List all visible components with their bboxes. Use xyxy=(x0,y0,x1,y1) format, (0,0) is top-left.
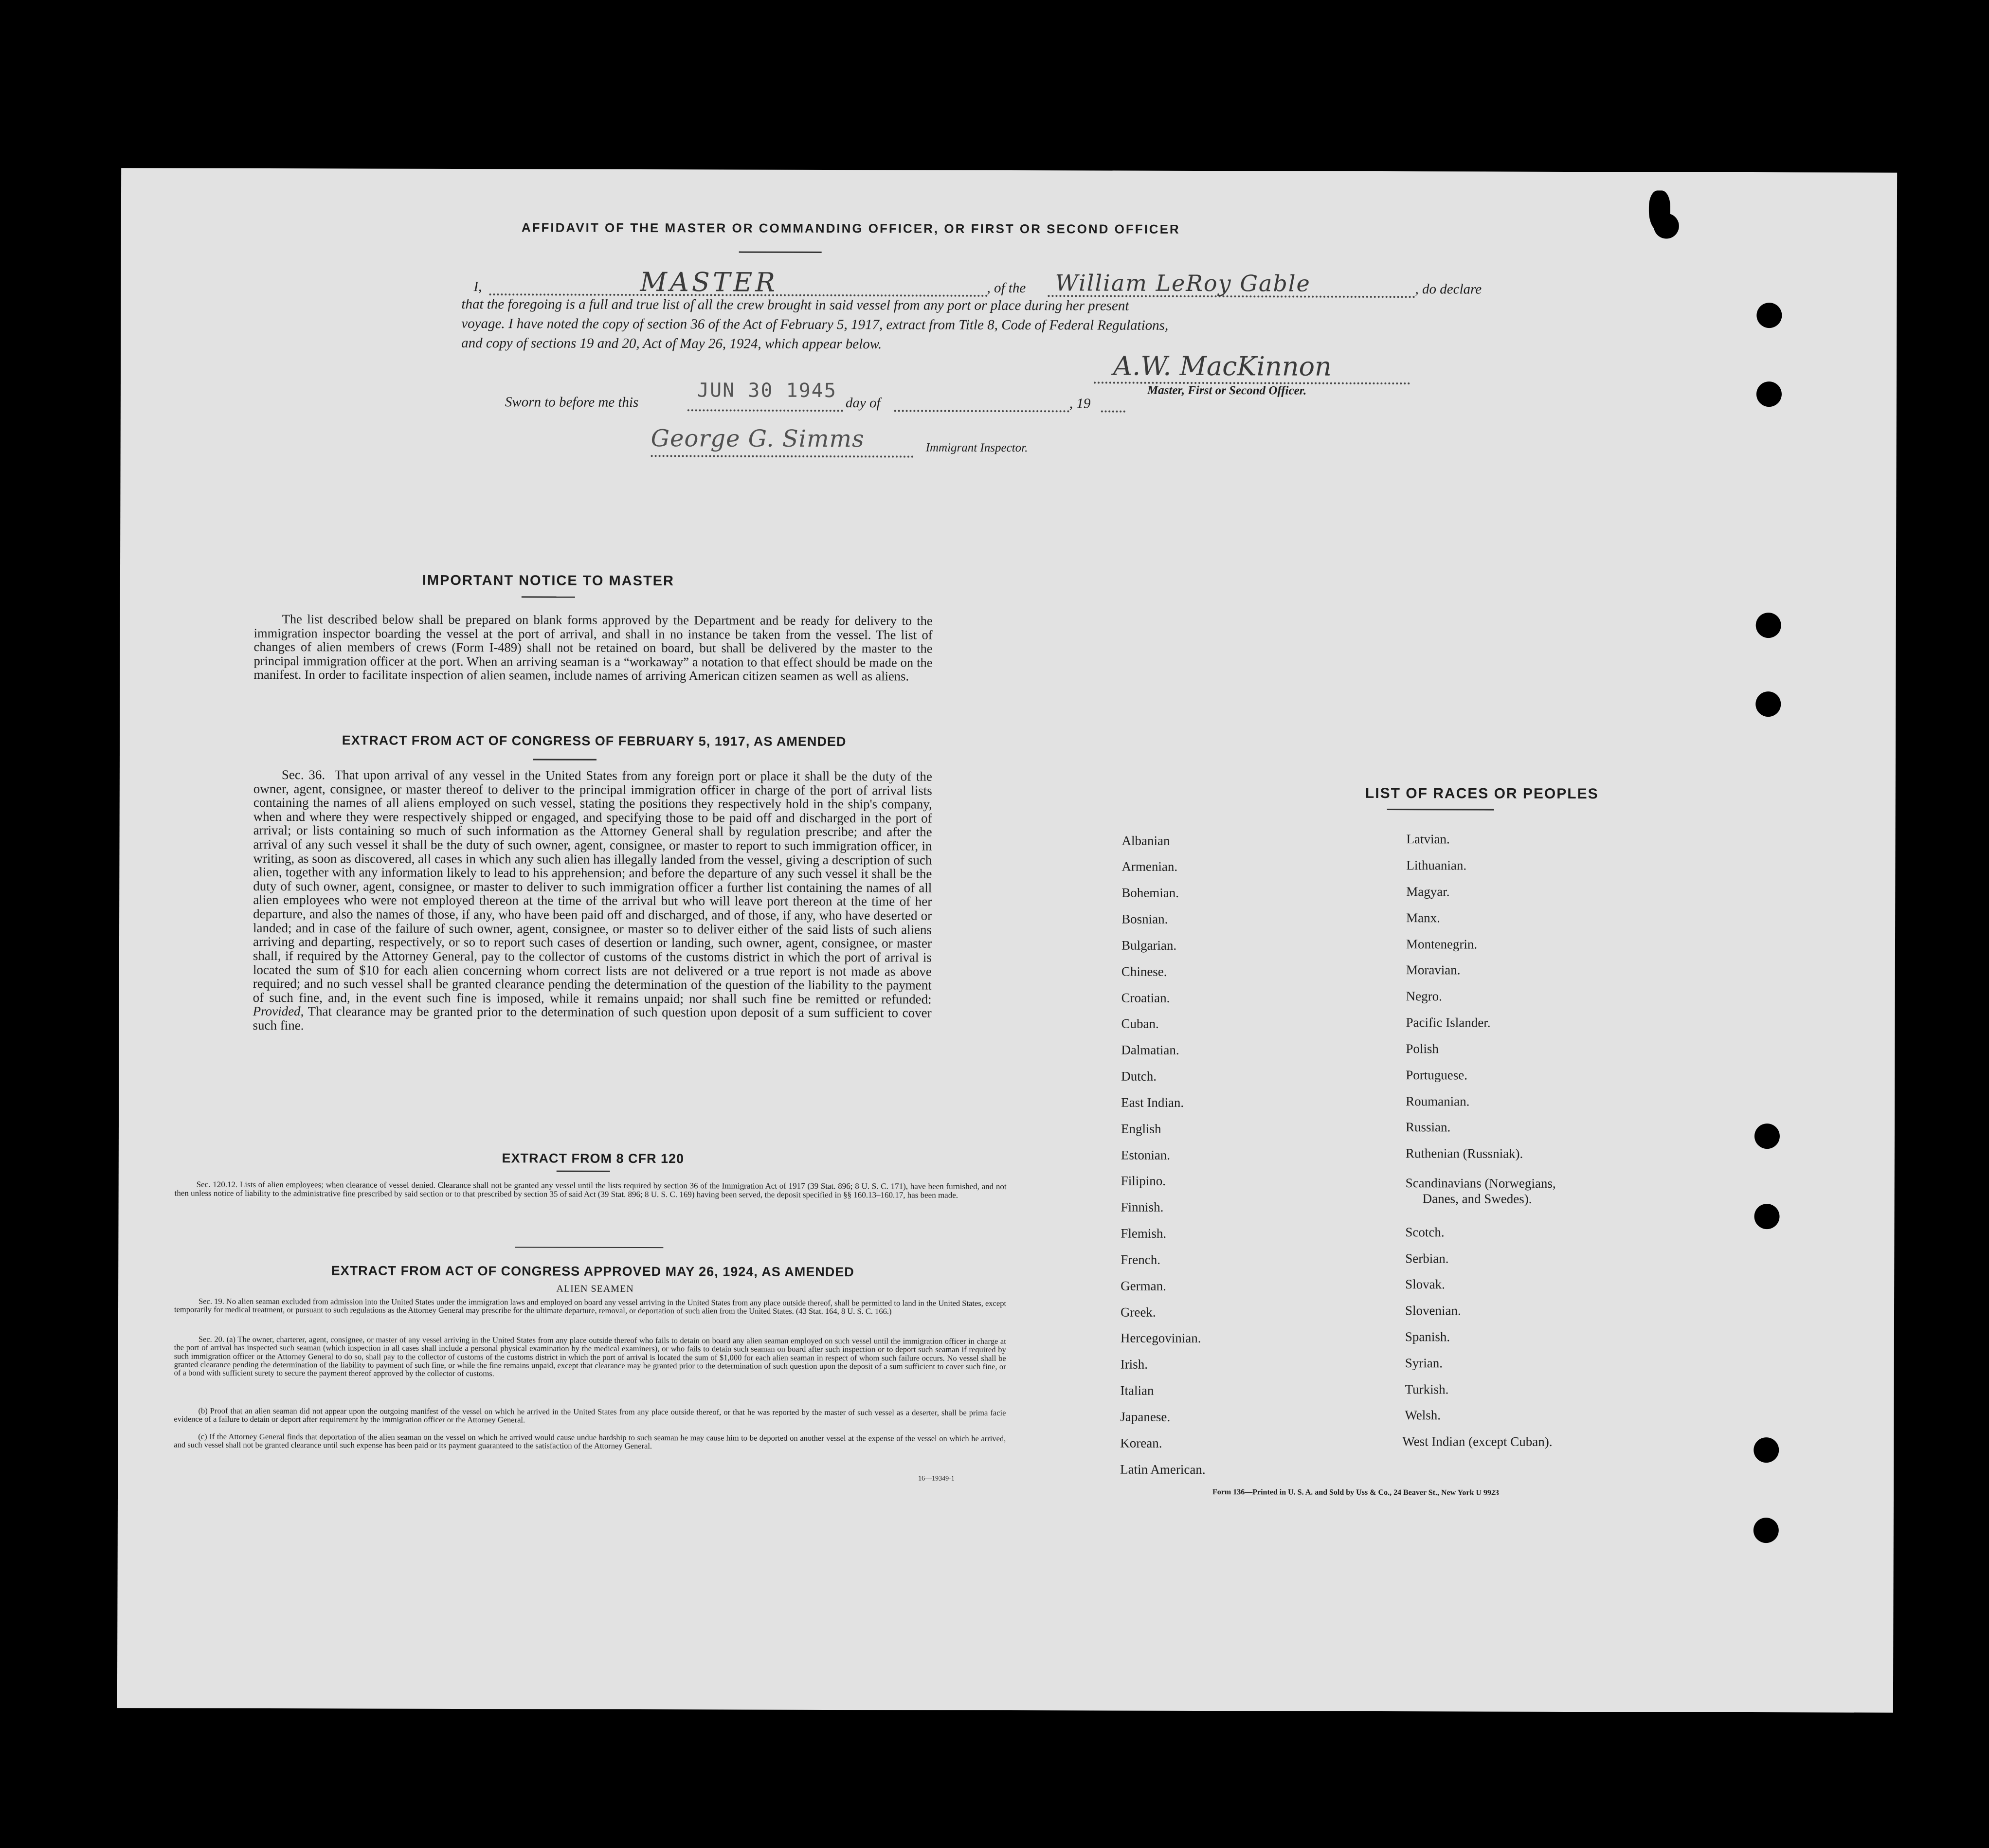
declaration-line-4: and copy of sections 19 and 20, Act of May 26, 1924, which appear below. xyxy=(461,335,882,352)
affidavit-title: AFFIDAVIT OF THE MASTER OR COMMANDING OFFICER, OR FIRST OR SECOND OFFICER xyxy=(521,220,1180,236)
punch-hole xyxy=(1754,1437,1779,1463)
race-entry: Portuguese. xyxy=(1406,1068,1468,1083)
race-entry: Serbian. xyxy=(1405,1251,1449,1266)
form-footer: Form 136—Printed in U. S. A. and Sold by Uss & Co., 24 Beaver St., New York U 9923 xyxy=(1212,1488,1499,1497)
race-entry: Japanese. xyxy=(1120,1409,1171,1424)
cfr-body: Sec. 120.12. Lists of alien employees; when clearance of vessel denied. Clearance shall not be granted any vessel until the lists required by section 36 of the Immigration Act of 1917 (39 Stat. 896; 8 U. S. C. 171), have been furnished, and not then unless notice of liability to the administrative fine prescribed by said section or to that prescribed by section 35 of said Act (39 Stat. 896; 8 U. S. C. 169) having been served, the deposit specified in §§ 160.13–160.17, has been made. xyxy=(174,1179,1007,1200)
race-entry: Welsh. xyxy=(1405,1408,1441,1423)
race-entry: Roumanian. xyxy=(1406,1094,1470,1109)
race-entry: Finnish. xyxy=(1121,1199,1164,1214)
race-entry: Lithuanian. xyxy=(1406,858,1467,873)
race-entry: Bohemian. xyxy=(1121,885,1179,900)
divider xyxy=(1387,809,1494,811)
declaration-line-3: voyage. I have noted the copy of section 36 of the Act of February 5, 1917, extract from Title 8, Code of Federal Regulations, xyxy=(461,316,1169,333)
divider xyxy=(522,596,575,598)
race-entry: Negro. xyxy=(1406,989,1442,1004)
race-entry: Turkish. xyxy=(1405,1382,1449,1397)
day-of-text: day of xyxy=(845,395,881,411)
race-entry: German. xyxy=(1121,1278,1166,1293)
race-entry: Estonian. xyxy=(1121,1147,1171,1162)
section-19-text: Sec. 19. No alien seaman excluded from admission into the United States under the immigration laws and employed on board any vessel arriving in the United States from any place outside thereof, shall be permitted to land in the United States, except temporarily for medical treatment, or pursuant to such regulations as the Attorney General may prescribe for the ultimate departure, removal, or deportation of such alien from the United States. (43 Stat. 164, 8 U. S. C. 166.) xyxy=(174,1296,1007,1316)
vessel-field xyxy=(1048,272,1415,298)
punch-hole xyxy=(1756,613,1781,638)
master-signature-field xyxy=(1094,351,1410,384)
race-entry: French. xyxy=(1121,1252,1161,1267)
race-entry: West Indian (except Cuban). xyxy=(1402,1434,1553,1449)
race-entry: Spanish. xyxy=(1405,1329,1450,1344)
declaration-line-2: that the foregoing is a full and true list of all the crew brought in said vessel from any port or place during her present xyxy=(461,296,1129,314)
race-entry: Korean. xyxy=(1120,1435,1162,1450)
section-36-label: Sec. 36. xyxy=(281,767,325,782)
race-entry: Dutch. xyxy=(1121,1069,1157,1084)
race-entry: Filipino. xyxy=(1121,1173,1166,1188)
notice-body: The list described below shall be prepared on blank forms approved by the Department and be ready for delivery to the immigration inspector boarding the vessel at the port of arrival, and shall in no instance be taken from the vessel. The list of changes of alien members of crews (Form I-489) shall not be retained on board, but shall be delivered by the master to the principal immigration officer at the port. When an arriving seaman is a “workaway” a notation to that effect should be made on the manifest. In order to facilitate inspection of alien seamen, include names of arriving American citizen seamen as well as aliens. xyxy=(253,612,933,684)
divider xyxy=(557,1171,610,1172)
form-page xyxy=(117,168,1897,1713)
sworn-month-field xyxy=(894,386,1069,412)
divider xyxy=(515,1247,663,1248)
date-stamp: JUN 30 1945 xyxy=(697,379,837,402)
divider xyxy=(533,759,597,760)
punch-hole xyxy=(1756,381,1782,407)
form-code-left: 16—19349-1 xyxy=(918,1475,955,1483)
race-entry: Manx. xyxy=(1406,910,1440,925)
race-entry: Croatian. xyxy=(1121,990,1170,1005)
section-20a-text: Sec. 20. (a) The owner, charterer, agent, consignee, or master of any vessel arriving in the United States from any place outside thereof who fails to detain on board any alien seaman employed on such vessel until the immigration officer in charge at the port of arrival has inspected such seaman (which inspection in all cases shall include a personal physical examination by the medical examiners), or who fails to detain such seaman on board after such inspection or to deport such seaman if required by such immigration officer or the Attorney General to do so, shall pay to the collector of customs of the customs district in which the port of arrival is located the sum of $1,000 for each alien seaman in respect of whom such failure occurs. No vessel shall be granted clearance pending the determination of the liability to payment of such fine, or while the fine remains unpaid, except that clearance may be granted prior to the determination of such question upon the deposit of a sum sufficient to cover such fine, or of a bond with sufficient surety to secure the payment thereof approved by the collector of customs. xyxy=(174,1334,1006,1378)
handwritten-name: MASTER xyxy=(640,267,778,298)
race-entry: Flemish. xyxy=(1121,1226,1167,1241)
sworn-line xyxy=(505,379,1186,417)
divider xyxy=(739,252,822,253)
punch-hole xyxy=(1649,190,1670,231)
section-36-text: That upon arrival of any vessel in the United States from any foreign port or place it shall be the duty of the owner, agent, consignee, or master thereof to deliver to the principal immigration officer in charge of the port of arrival lists containing the names of all aliens employed on such vessel, stating the positions they respectively hold in the ship's company, when and where they were respectively shipped or engaged, and specifying those to be paid off and discharged in the port of arrival; or lists containing so much of such information as the Attorney General shall by regulation prescribe; and after the arrival of any such vessel it shall be the duty of such owner, agent, consignee, or master to report to such immigration officer, in writing, as soon as discovered, all cases in which any such alien has illegally landed from the vessel, giving a description of such alien, together with any information likely to lead to his apprehension; and before the departure of any such vessel it shall be the duty of such owner, agent, consignee, or master to deliver to such immigration officer a further list containing the names of all alien employees who were not employed thereon at the time of the arrival but who will leave port thereon at the time of her departure, and also the names of those, if any, who have been paid off and discharged, and of those, if any, who have deserted or landed; and in case of the failure of such owner, agent, consignee, or master so to deliver either of the said lists of such aliens arriving and departing, respectively, or so to report such cases of desertion or landing, such owner, agent, consignee, or master shall, if required by the Attorney General, pay to the collector of customs of the customs district in which the port of arrival is located the sum of $10 for each alien concerning whom correct lists are not delivered or a true report is not made as above required; and no such vessel shall be granted clearance pending the determination of the question of the liability to the payment of such fine, and, in the event such fine is imposed, while it remains unpaid; nor shall such fine be remitted or refunded: xyxy=(253,767,932,1007)
punch-hole xyxy=(1754,1204,1779,1229)
race-entry: Scandinavians (Norwegians, xyxy=(1405,1176,1556,1191)
year-text: , 19 xyxy=(1069,396,1091,412)
name-field xyxy=(489,267,988,298)
handwritten-vessel: William LeRoy Gable xyxy=(1055,270,1311,297)
race-entry: Ruthenian (Russniak). xyxy=(1405,1146,1523,1161)
sworn-prefix: Sworn to before me this xyxy=(505,394,639,411)
race-entry: Cuban. xyxy=(1121,1016,1159,1031)
race-entry: East Indian. xyxy=(1121,1095,1184,1110)
extract-1917-body xyxy=(253,768,932,1034)
races-title: LIST OF RACES OR PEOPLES xyxy=(1365,785,1599,802)
punch-hole xyxy=(1754,1123,1780,1149)
section-36-conclusion: That clearance may be granted prior to the determination of such question upon deposit of a sum sufficient to cover such fine. xyxy=(253,1004,932,1033)
race-entry: Greek. xyxy=(1120,1304,1156,1320)
inspector-caption: Immigrant Inspector. xyxy=(925,441,1028,455)
race-entry: Italian xyxy=(1120,1383,1154,1398)
race-entry: Bosnian. xyxy=(1121,911,1168,926)
race-entry: Armenian. xyxy=(1121,859,1178,874)
punch-hole xyxy=(1756,303,1782,328)
race-entry: Latin American. xyxy=(1120,1462,1206,1477)
race-entry: Albanian xyxy=(1121,833,1170,848)
inspector-signature-field xyxy=(651,425,914,457)
race-entry: English xyxy=(1121,1121,1161,1136)
notice-title: IMPORTANT NOTICE TO MASTER xyxy=(422,572,675,589)
race-entry: Slovenian. xyxy=(1405,1303,1461,1318)
extract-1917-title: EXTRACT FROM ACT OF CONGRESS OF FEBRUARY 5, 1917, AS AMENDED xyxy=(342,733,847,749)
master-signature-caption: Master, First or Second Officer. xyxy=(1147,383,1307,398)
race-entry: Moravian. xyxy=(1406,962,1461,978)
race-entry: Scotch. xyxy=(1405,1225,1445,1240)
provided-text: Provided, xyxy=(253,1004,304,1019)
extract-1924-title: EXTRACT FROM ACT OF CONGRESS APPROVED MAY 26, 1924, AS AMENDED xyxy=(331,1263,854,1280)
race-entry: Danes, and Swedes). xyxy=(1422,1191,1532,1206)
section-20b-text: (b) Proof that an alien seaman did not appear upon the outgoing manifest of the vessel on which he arrived in the United States from any place outside thereof, or that he was reported by the master of such vessel as a deserter, shall be prima facie evidence of a failure to detain or deport after requirement by the immigration officer or the Attorney General. xyxy=(174,1406,1006,1425)
sworn-day-field xyxy=(687,379,843,412)
sworn-year-field xyxy=(1101,387,1125,413)
race-entry: Polish xyxy=(1406,1041,1439,1056)
master-signature: A.W. MacKinnon xyxy=(1113,350,1332,382)
race-entry: Latvian. xyxy=(1406,832,1450,847)
race-entry: Bulgarian. xyxy=(1121,938,1177,953)
of-the-text: , of the xyxy=(987,280,1026,296)
race-entry: Irish. xyxy=(1120,1357,1148,1372)
cfr-title: EXTRACT FROM 8 CFR 120 xyxy=(502,1151,685,1166)
punch-hole xyxy=(1755,691,1781,717)
inspector-signature: George G. Simms xyxy=(651,425,865,453)
extract-1924-subtitle: ALIEN SEAMEN xyxy=(556,1283,634,1294)
race-entry: Syrian. xyxy=(1405,1356,1443,1371)
race-entry: Slovak. xyxy=(1405,1277,1445,1292)
declaration-suffix: , do declare xyxy=(1415,281,1482,297)
race-entry: Montenegrin. xyxy=(1406,937,1478,952)
race-entry: Russian. xyxy=(1405,1120,1451,1135)
punch-hole xyxy=(1754,1518,1779,1543)
race-entry: Magyar. xyxy=(1406,884,1450,899)
declaration-prefix: I, xyxy=(473,279,482,295)
section-20c-text: (c) If the Attorney General finds that deportation of the alien seaman on the vessel on which he arrived would cause undue hardship to such seaman he may cause him to be deported on another vessel at the expense of the vessel on which he arrived, and such vessel shall not be granted clearance until such expense has been paid or its payment guaranteed to the satisfaction of the Attorney General. xyxy=(174,1431,1006,1451)
race-entry: Hercegovinian. xyxy=(1120,1330,1201,1346)
race-entry: Pacific Islander. xyxy=(1406,1015,1491,1030)
race-entry: Dalmatian. xyxy=(1121,1042,1179,1057)
race-entry: Chinese. xyxy=(1121,964,1167,979)
